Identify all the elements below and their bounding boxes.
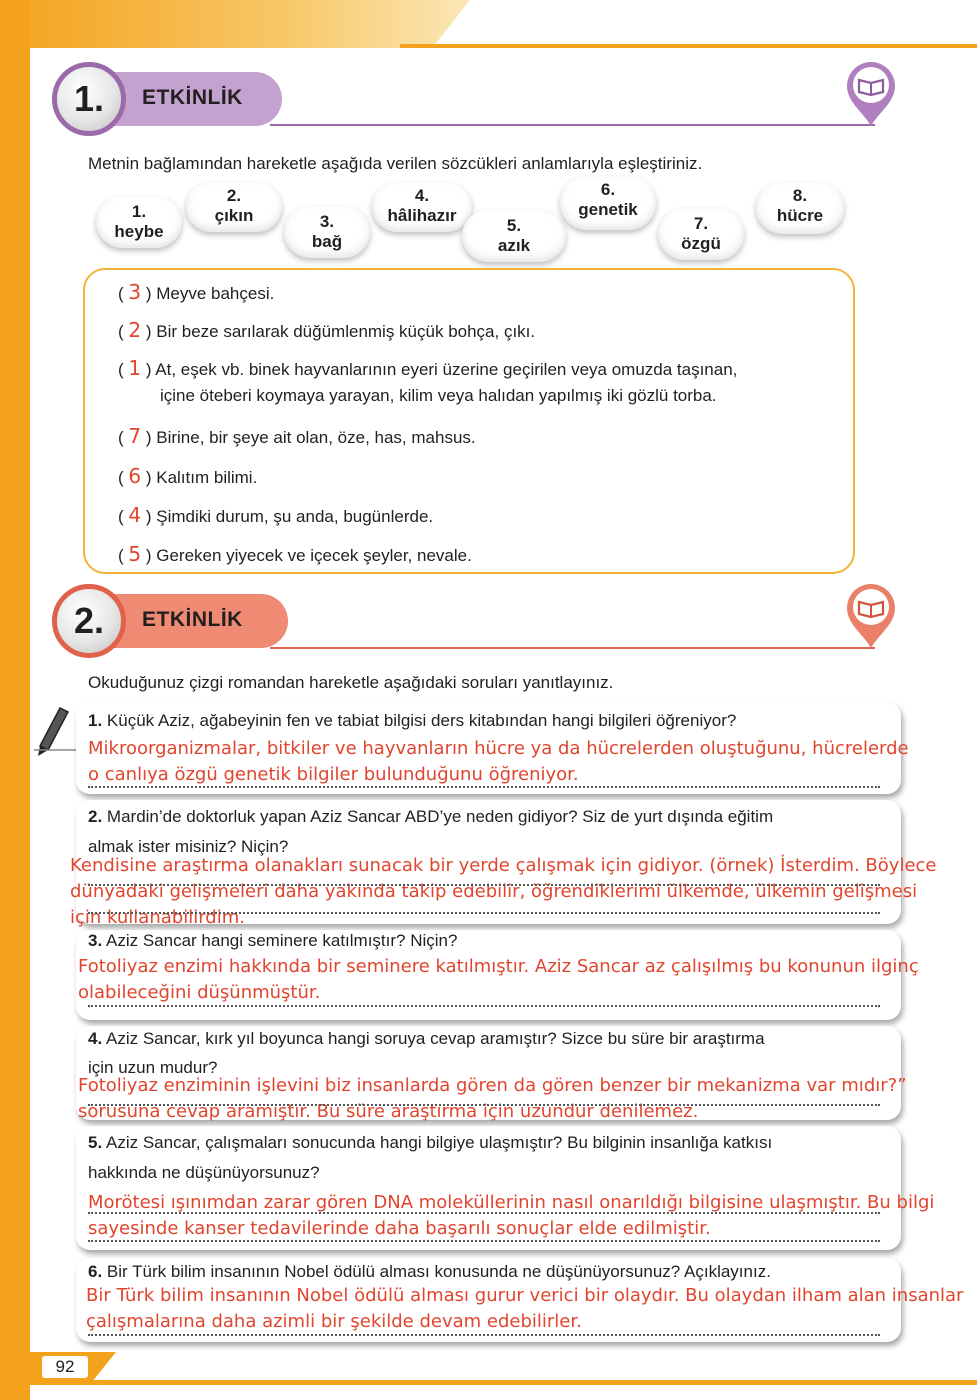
section1-header (52, 62, 292, 136)
question-text-continued: almak ister misiniz? Niçin? (88, 837, 289, 856)
word-number: 8. (792, 186, 808, 205)
section2-rule (270, 647, 875, 649)
word-number: 1. (131, 202, 147, 221)
question-5 (88, 1130, 888, 1156)
word-number: 4. (414, 186, 430, 205)
word-cloud-3 (284, 206, 370, 258)
book-pin-icon (843, 58, 899, 128)
section1-number: 1. (73, 78, 105, 119)
question-text-continued: için uzun mudur? (88, 1058, 218, 1077)
word-cloud-1 (96, 196, 182, 248)
question-number: 2. (88, 807, 103, 826)
answer-dotted-line (88, 1212, 880, 1214)
section1-title: ETKİNLİK (142, 86, 243, 109)
definition-text: Kalıtım bilimi. (156, 468, 258, 487)
definition-answer: 2 (128, 318, 142, 342)
answer-line: olabileceğini düşünmüştür. (78, 982, 321, 1003)
word-cloud-5 (462, 210, 566, 262)
question-text: Bir Türk bilim insanının Nobel ödülü alması konusunda ne düşünüyorsunuz? Açıklayınız. (106, 1262, 771, 1281)
definition-text: Gereken yiyecek ve içecek şeyler, nevale. (156, 546, 472, 565)
word-text: hâlihazır (387, 206, 457, 225)
word-text: bağ (311, 232, 343, 251)
word-cloud-8 (756, 182, 844, 234)
definition-answer: 4 (128, 503, 142, 527)
question-number: 3. (88, 931, 103, 950)
section2-instruction: Okuduğunuz çizgi romandan hareketle aşağıdaki soruları yanıtlayınız. (88, 673, 614, 692)
definition-text: Meyve bahçesi. (156, 284, 275, 303)
question-number: 4. (88, 1029, 103, 1048)
question-text: Aziz Sancar, çalışmaları sonucunda hangi bilgiye ulaşmıştır? Bu bilginin insanlığa katkısı (105, 1133, 773, 1152)
left-border-bar (0, 0, 30, 1400)
question-number: 5. (88, 1133, 103, 1152)
answer-line: çalışmalarına daha azimli bir şekilde devam edebilirler. (86, 1311, 582, 1332)
book-pin-icon (843, 580, 899, 650)
word-number: 7. (693, 214, 709, 233)
section1-number-badge (52, 62, 126, 136)
pencil-icon (30, 700, 80, 760)
question-2 (88, 804, 888, 830)
answer-dotted-line (88, 786, 880, 788)
answer-line: Fotoliyaz enziminin işlevini biz insanlarda gören da gören benzer bir mekanizma var mıdır?” (78, 1075, 907, 1096)
question-4 (88, 1026, 888, 1052)
definition-text-continued: içine öteberi koymaya yarayan, kilim veya halıdan yapılmış iki gözlü torba. (160, 386, 717, 405)
definition-answer: 5 (128, 542, 142, 566)
answer-dotted-line (88, 1240, 880, 1242)
definition-answer: 6 (128, 464, 142, 488)
definition-row: ( 6 ) Kalıtım bilimi. (118, 464, 258, 488)
definition-text: Birine, bir şeye ait olan, öze, has, mahsus. (156, 428, 476, 447)
word-number: 5. (506, 216, 522, 235)
definition-row: ( 4 ) Şimdiki durum, şu anda, bugünlerde. (118, 503, 434, 527)
word-number: 6. (600, 180, 616, 199)
page-number: 92 (42, 1356, 88, 1378)
section2-number-badge (52, 584, 126, 658)
definition-text: Bir beze sarılarak düğümlenmiş küçük bohça, çıkı. (156, 322, 536, 341)
question-1 (88, 708, 888, 734)
word-cloud-6 (560, 176, 656, 230)
question-number: 1. (88, 711, 103, 730)
definition-row: ( 3 ) Meyve bahçesi. (118, 280, 275, 304)
word-text: heybe (114, 222, 164, 241)
word-text: çıkın (214, 206, 254, 225)
answer-line: dünyadaki gelişmeleri daha yakında takip edebilir, öğrendiklerimi ülkemde, ülkemin gelişmesi (70, 881, 918, 902)
answer-dotted-line (88, 912, 880, 914)
answer-line: Kendisine araştırma olanakları sunacak bir yerde çalışmak için gidiyor. (örnek) İsterdim. Böylece (70, 855, 937, 876)
word-cloud-7 (658, 208, 744, 260)
word-text: azık (497, 236, 531, 255)
question-text: Mardin’de doktorluk yapan Aziz Sancar ABD’ye neden gidiyor? Siz de yurt dışında eğitim (106, 807, 774, 826)
definition-text: Şimdiki durum, şu anda, bugünlerde. (156, 507, 434, 526)
bottom-border-line (0, 1380, 977, 1385)
word-cloud-2 (186, 182, 282, 232)
question-text: Küçük Aziz, ağabeyinin fen ve tabiat bilgisi ders kitabından hangi bilgileri öğreniyor? (106, 711, 737, 730)
definition-row: ( 7 ) Birine, bir şeye ait olan, öze, has, mahsus. (118, 424, 476, 448)
definition-answer: 1 (128, 356, 142, 380)
question-3 (88, 928, 888, 954)
definition-row: ( 2 ) Bir beze sarılarak düğümlenmiş küçük bohça, çıkı. (118, 318, 536, 342)
answer-line: o canlıya özgü genetik bilgiler bulunduğunu öğreniyor. (88, 764, 579, 785)
question-6 (88, 1259, 888, 1285)
word-text: genetik (578, 200, 638, 219)
word-text: hücre (776, 206, 824, 225)
question-text: Aziz Sancar hangi seminere katılmıştır? Niçin? (105, 931, 458, 950)
answer-line: sorusuna cevap aramıştır. Bu süre araştırma için uzundur denilemez. (78, 1101, 699, 1122)
section1-instruction: Metnin bağlamından hareketle aşağıda verilen sözcükleri anlamlarıyla eşleştiriniz. (88, 154, 703, 173)
top-corner-decoration (0, 0, 470, 48)
question-number: 6. (88, 1262, 103, 1281)
word-number: 2. (226, 186, 242, 205)
word-text: özgü (681, 234, 721, 253)
definition-text: At, eşek vb. binek hayvanlarının eyeri üzerine geçirilen veya omuzda taşınan, (155, 360, 738, 379)
question-text-continued: hakkında ne düşünüyorsunuz? (88, 1163, 320, 1182)
answer-line: sayesinde kanser tedavilerinde daha başarılı sonuçlar elde edilmiştir. (88, 1218, 711, 1239)
definition-row: ( 5 ) Gereken yiyecek ve içecek şeyler, nevale. (118, 542, 472, 566)
section1-rule (270, 124, 875, 126)
answer-line: Morötesi ışınımdan zarar gören DNA moleküllerinin nasıl onarıldığı bilgisine ulaşmıştır. Bu bilgi (88, 1192, 935, 1213)
question-text: Aziz Sancar, kırk yıl boyunca hangi soruya cevap aramıştır? Sizce bu süre bir araştırma (105, 1029, 765, 1048)
definition-answer: 7 (128, 424, 142, 448)
definition-row: ( 1 ) At, eşek vb. binek hayvanlarının eyeri üzerine geçirilen veya omuzda taşınan, (118, 356, 738, 380)
word-cloud-4 (372, 182, 472, 232)
word-number: 3. (319, 212, 335, 231)
top-border-line (400, 44, 977, 48)
answer-dotted-line (88, 1005, 880, 1007)
definition-answer: 3 (128, 280, 142, 304)
answer-line: için kullanabilirdim. (70, 907, 245, 928)
answer-dotted-line (88, 1104, 880, 1106)
answer-line: Mikroorganizmalar, bitkiler ve hayvanların hücre ya da hücrelerden oluştuğunu, hücrelerde (88, 738, 909, 759)
answer-dotted-line (88, 884, 880, 886)
answer-line: Bir Türk bilim insanının Nobel ödülü alması gurur verici bir olaydır. Bu olaydan ilham alan insanlar (86, 1285, 964, 1306)
section2-number: 2. (73, 600, 105, 641)
answer-dotted-line (88, 1334, 880, 1336)
answer-line: Fotoliyaz enzimi hakkında bir seminere katılmıştır. Aziz Sancar az çalışılmış bu konunun ilginç (78, 956, 919, 977)
section2-title: ETKİNLİK (142, 608, 243, 631)
section2-header (52, 584, 292, 658)
